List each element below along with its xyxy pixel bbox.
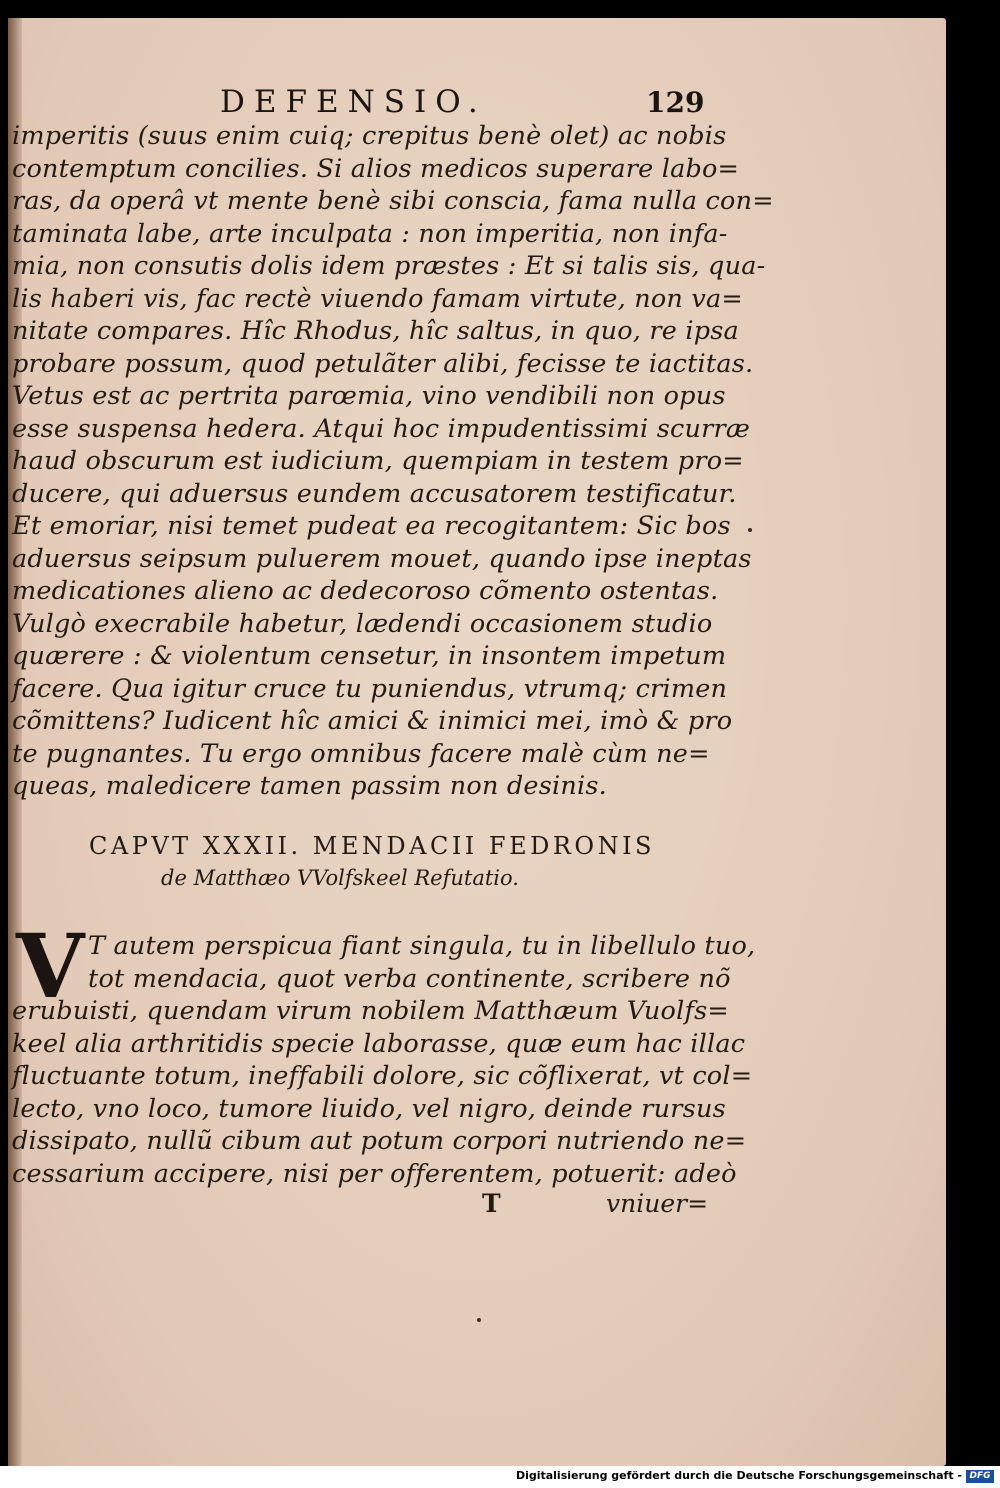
text-line: queas, maledicere tamen passim non desinis. (12, 771, 607, 801)
text-line: dissipato, nullũ cibum aut potum corpori nutriendo ne= (12, 1126, 747, 1156)
chapter-title: CAPVT XXXII. MENDACII FEDRONIS (89, 832, 655, 860)
text-line: ducere, qui aduersus eundem accusatorem testificatur. (12, 478, 737, 509)
funding-credit: Digitalisierung gefördert durch die Deutsche Forschungsgemeinschaft - (515, 1469, 962, 1482)
chapter-subtitle: de Matthæo VVolfskeel Refutatio. (161, 866, 519, 890)
text-line: aduersus seipsum puluerem mouet, quando ipse ineptas (12, 543, 752, 574)
text-line: cõmittens? Iudicent hîc amici & inimici mei, imò & pro (12, 706, 733, 736)
page-number: 129 (646, 86, 705, 119)
text-line: Vulgò execrabile habetur, lædendi occasionem studio (12, 608, 713, 639)
text-line: ras, da operâ vt mente benè sibi conscia, fama nulla con= (12, 186, 774, 216)
text-line: nitate compares. Hîc Rhodus, hîc saltus, in quo, re ipsa (12, 316, 739, 346)
running-title: DEFENSIO. (220, 84, 487, 120)
paper-speck (748, 528, 752, 532)
signature-mark: T (482, 1189, 501, 1218)
text-line: contemptum concilies. Si alios medicos superare labo= (12, 153, 740, 184)
text-line: fluctuante totum, ineffabili dolore, sic cõflixerat, vt col= (12, 1061, 753, 1091)
text-line: keel alia arthritidis specie laborasse, quæ eum hac illac (12, 1028, 746, 1059)
dfg-logo: DFG (966, 1470, 994, 1483)
text-line: facere. Qua igitur cruce tu puniendus, vtrumq; crimen (12, 673, 728, 704)
text-line: mia, non consutis dolis idem præstes : Et si talis sis, qua- (12, 251, 766, 281)
text-block-2 (12, 930, 756, 1190)
text-line: taminata labe, arte inculpata : non imperitia, non infa- (12, 218, 728, 249)
drop-cap-initial: V (16, 914, 85, 1018)
text-line: Et emoriar, nisi temet pudeat ea recogitantem: Sic bos (12, 511, 731, 541)
text-line: lis haberi vis, fac rectè viuendo famam virtute, non va= (12, 283, 743, 314)
text-line: erubuisti, quendam virum nobilem Matthæum Vuolfs= (12, 996, 729, 1026)
text-line: T autem perspicua fiant singula, tu in libellulo tuo, (88, 931, 756, 961)
paper-speck (477, 1318, 481, 1322)
text-line: esse suspensa hedera. Atqui hoc impudentissimi scurræ (12, 413, 751, 444)
text-line: lecto, vno loco, tumore liuido, vel nigro, deinde rursus (12, 1093, 726, 1124)
footer-bar (0, 1466, 1000, 1488)
text-block-1 (12, 120, 774, 803)
text-line: quærere : & violentum censetur, in insontem impetum (12, 641, 727, 671)
text-line: probare possum, quod petulãter alibi, fecisse te iactitas. (12, 348, 754, 379)
text-line: tot mendacia, quot verba continente, scribere nõ (88, 963, 731, 994)
text-line: cessarium accipere, nisi per offerentem, potuerit: adeò (12, 1158, 737, 1189)
running-head (0, 84, 1000, 124)
text-line: haud obscurum est iudicium, quempiam in testem pro= (12, 446, 744, 476)
text-line: medicationes alieno ac dedecoroso cõmento ostentas. (12, 576, 719, 606)
text-line: Vetus est ac pertrita parœmia, vino vendibili non opus (12, 381, 726, 411)
text-line: imperitis (suus enim cuiq; crepitus benè olet) ac nobis (12, 121, 727, 151)
text-line: te pugnantes. Tu ergo omnibus facere malè cùm ne= (12, 738, 710, 769)
catchword: vniuer= (606, 1189, 709, 1218)
